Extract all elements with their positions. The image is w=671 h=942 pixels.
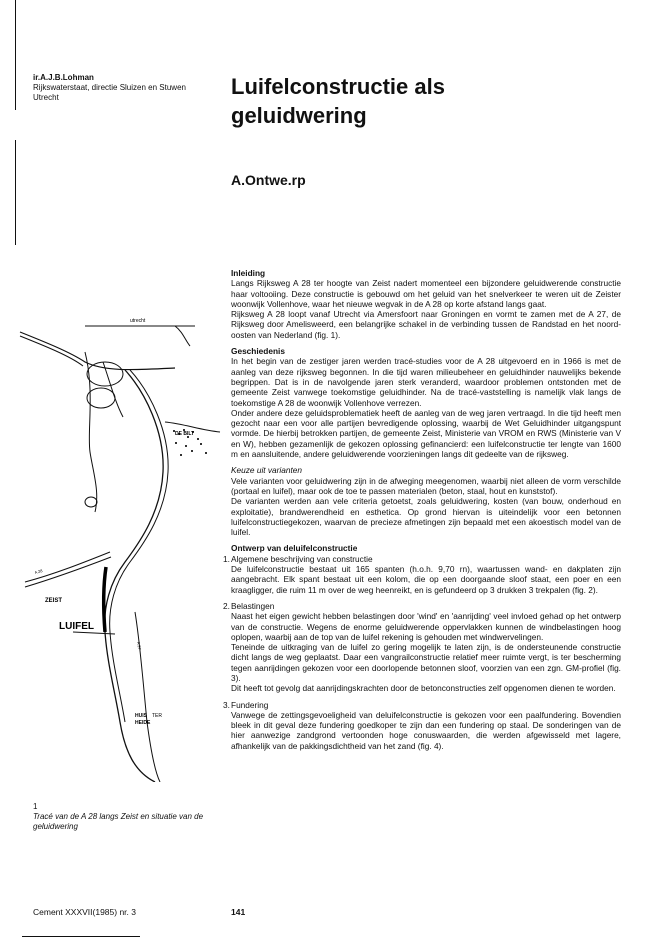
page-number: 141 [231,907,246,917]
margin-rule-2 [15,140,16,245]
route-map-figure [15,312,225,782]
paragraph: De luifelconstructie bestaat uit 165 spanten (h.o.h. 9,70 rn), waartussen wand- en dakplaten zijn aangebracht. Elk spant bestaat uit een kolom, die op een doorgaande sloof staat, een poer en een kraagligger, die ruim 11 m over de weg heenreikt, en is gefundeerd op 3 drukken 3 trekpalen (fig. 2). [231,564,621,595]
paragraph: Langs Rijksweg A 28 ter hoogte van Zeist nadert momenteel een bijzondere geluidwerende constructie haar voltooiing. Deze constructie is gebouwd om het geluid van het snelverkeer te weren uit de Zeister woonwijk Vollenhove, waar het nieuwe wegvak in de A 28 op korte afstand langs gaat. [231,278,621,309]
list-number: 1. [223,553,230,564]
map-label-a27: A 27 [136,641,143,651]
map-label-zeist: ZEIST [45,598,63,604]
figure-caption [33,802,223,832]
margin-rule-1 [15,0,16,110]
author-block [33,73,233,103]
map-label-luifel: LUIFEL [59,621,94,632]
map-road-a28-main [105,370,163,782]
paragraph: Dit heeft tot gevolg dat aanrijdingskrachten door de betonconstructies zelf opgenomen dienen te worden. [231,683,616,694]
map-interchange-3 [85,497,97,507]
map-interchange-2 [87,388,115,408]
map-label-a28-west: A 28 [33,568,44,575]
map-road-a28-upper-2 [20,336,83,366]
map-luifel-underline [73,632,115,634]
footer-journal: Cement XXXVII(1985) nr. 3 [33,907,136,917]
author-name: ir.A.J.B.Lohman [33,73,94,82]
map-label-utrecht: utrecht [130,318,146,324]
title-line-1: Luifelconstructie als [231,74,445,99]
list-number: 3. [223,699,230,710]
map-interchange-1 [87,362,123,386]
map-road-link [103,362,123,417]
footer-rule [22,936,140,937]
author-city: Utrecht [33,93,59,102]
caption-number: 1 [33,802,38,811]
paragraph: Vanwege de zettingsgevoeligheid van deluifelconstructie is gekozen voor een paalfundering. Bovendien bleek in dit geval deze fundering goedkoper te zijn dan een fundering op staal. De sonderingen van de hier aanwezige zandgrond vertoonden hoge conuswaarden, die werden afgewisseld met lagere, afhankelijk van de pakkingsdichtheid van het zand (fig. 4). [231,709,621,751]
caption-text: Tracé van de A 28 langs Zeist en situatie van de geluidwering [33,812,204,831]
list-number: 2. [223,600,230,611]
heading-inleiding: Inleiding [231,268,266,278]
map-road-a27 [135,612,160,782]
paragraph: Onder andere deze geluidsproblematiek heeft de aanleg van de weg jaren vertraagd. In die tijd heeft men gezocht naar een voor alle partijen bevredigende oplossing, waarbij de Wet Geluidhinder uitgangspunt vormde. De hierbij betrokken partijen, de gemeente Zeist, Ministerie van VROM en RWS (Ministerie van V en W), hebben gezamenlijk de gekozen oplossing gefinancierd: een luifelconstructie ter lengte van 1600 m en aansluitende, andere geluidwerende voorzieningen langs dit gedeelte van de rijksweg. [231,407,621,460]
map-road-a28-main-2 [110,370,168,722]
list-item-heading [223,600,621,611]
map-label-heide: HEIDE [135,720,151,726]
heading-keuze: Keuze uit varianten [231,465,303,476]
list-item-heading [223,553,621,564]
heading-ontwerp: Ontwerp van deluifelconstructie [231,543,358,554]
paragraph: Teneinde de uitkraging van de luifel zo gering mogelijk te laten zijn, is de ondersteunende constructie dicht langs de weg geplaatst. Daar een vangrailconstructie relatief meer ruimte vergt, is ter bescherming tegen aanrijdingen gekozen voor een doorlopende betonnen sloof, voorzien van een zgn. GM-profiel (fig. 3). [231,642,621,683]
map-luifel-section [104,567,106,632]
paragraph: Naast het eigen gewicht hebben belastingen door 'wind' en 'aanrijding' veel invloed gehad op het ontwerp van de constructie. Wegens de enorme geluidwerende oppervlakken kunnen de windbelastingen hoog oplopen, waarbij aan de top van de luifel rekening is gehouden met windwervelingen. [231,611,621,642]
paragraph: Vele varianten voor geluidwering zijn in de afweging meegenomen, waarbij niet alleen de vorm verschilde (portaal en luifel), maar ook de toe te passen materialen (beton, staal, hout en kunststof). [231,475,621,496]
map-label-de-bilt: DE BILT [175,431,195,437]
list-item-heading [223,699,621,710]
paragraph: Rijksweg A 28 loopt vanaf Utrecht via Amersfoort naar Groningen en vormt te zamen met de A 27, de Rijksweg door Amelisweerd, een belangrijke schakel in de verbinding tussen de Randstad en het noord-oosten van Nederland (fig. 1). [231,309,621,340]
article-subtitle: A.Ontwe.rp [231,172,306,188]
author-affiliation: Rijkswaterstaat, directie Sluizen en Stuwen [33,83,186,92]
heading-geschiedenis: Geschiedenis [231,346,285,357]
article-title [231,72,631,130]
paragraph: In het begin van de zestiger jaren werden tracé-studies voor de A 28 uitgevoerd en in 1966 is met de aanleg van deze rijksweg begonnen. In die tijd waren milieubeheer en geluidhinder nauwelijks bekende begrippen. Dat is in de navolgende jaren sterk veranderd, waardoor problemen ontstonden met de gemeente Zeist vanwege toekomstige geluidhinder. Na de tracé-vaststelling is namelijk vlak langs de toekomstige A 28 de woonwijk Vollenhove verrezen. [231,356,621,408]
title-line-2: geluidwering [231,103,367,128]
map-road-a28-upper [20,332,175,370]
body-text-column [223,268,621,751]
list-item-title: Algemene beschrijving van constructie [231,553,373,564]
paragraph: De varianten werden aan vele criteria getoetst, zoals geluidwering, kosten (van bouw, onderhoud en exploitatie), brandwerendheid en esthetica. Op grond hiervan is uiteindelijk voor een betonnen luifelconstructiegekozen, waarvan de precieze afmetingen zijn bepaald met een akoestisch model van de luifel. [231,496,621,538]
map-label-huis: HUIS [135,713,147,719]
map-side-road [175,326,190,346]
list-item-title: Belastingen [231,600,275,611]
map-label-ter: TER [152,713,162,719]
map-road-west-branch [25,552,110,582]
list-item-title: Fundering [231,699,269,710]
